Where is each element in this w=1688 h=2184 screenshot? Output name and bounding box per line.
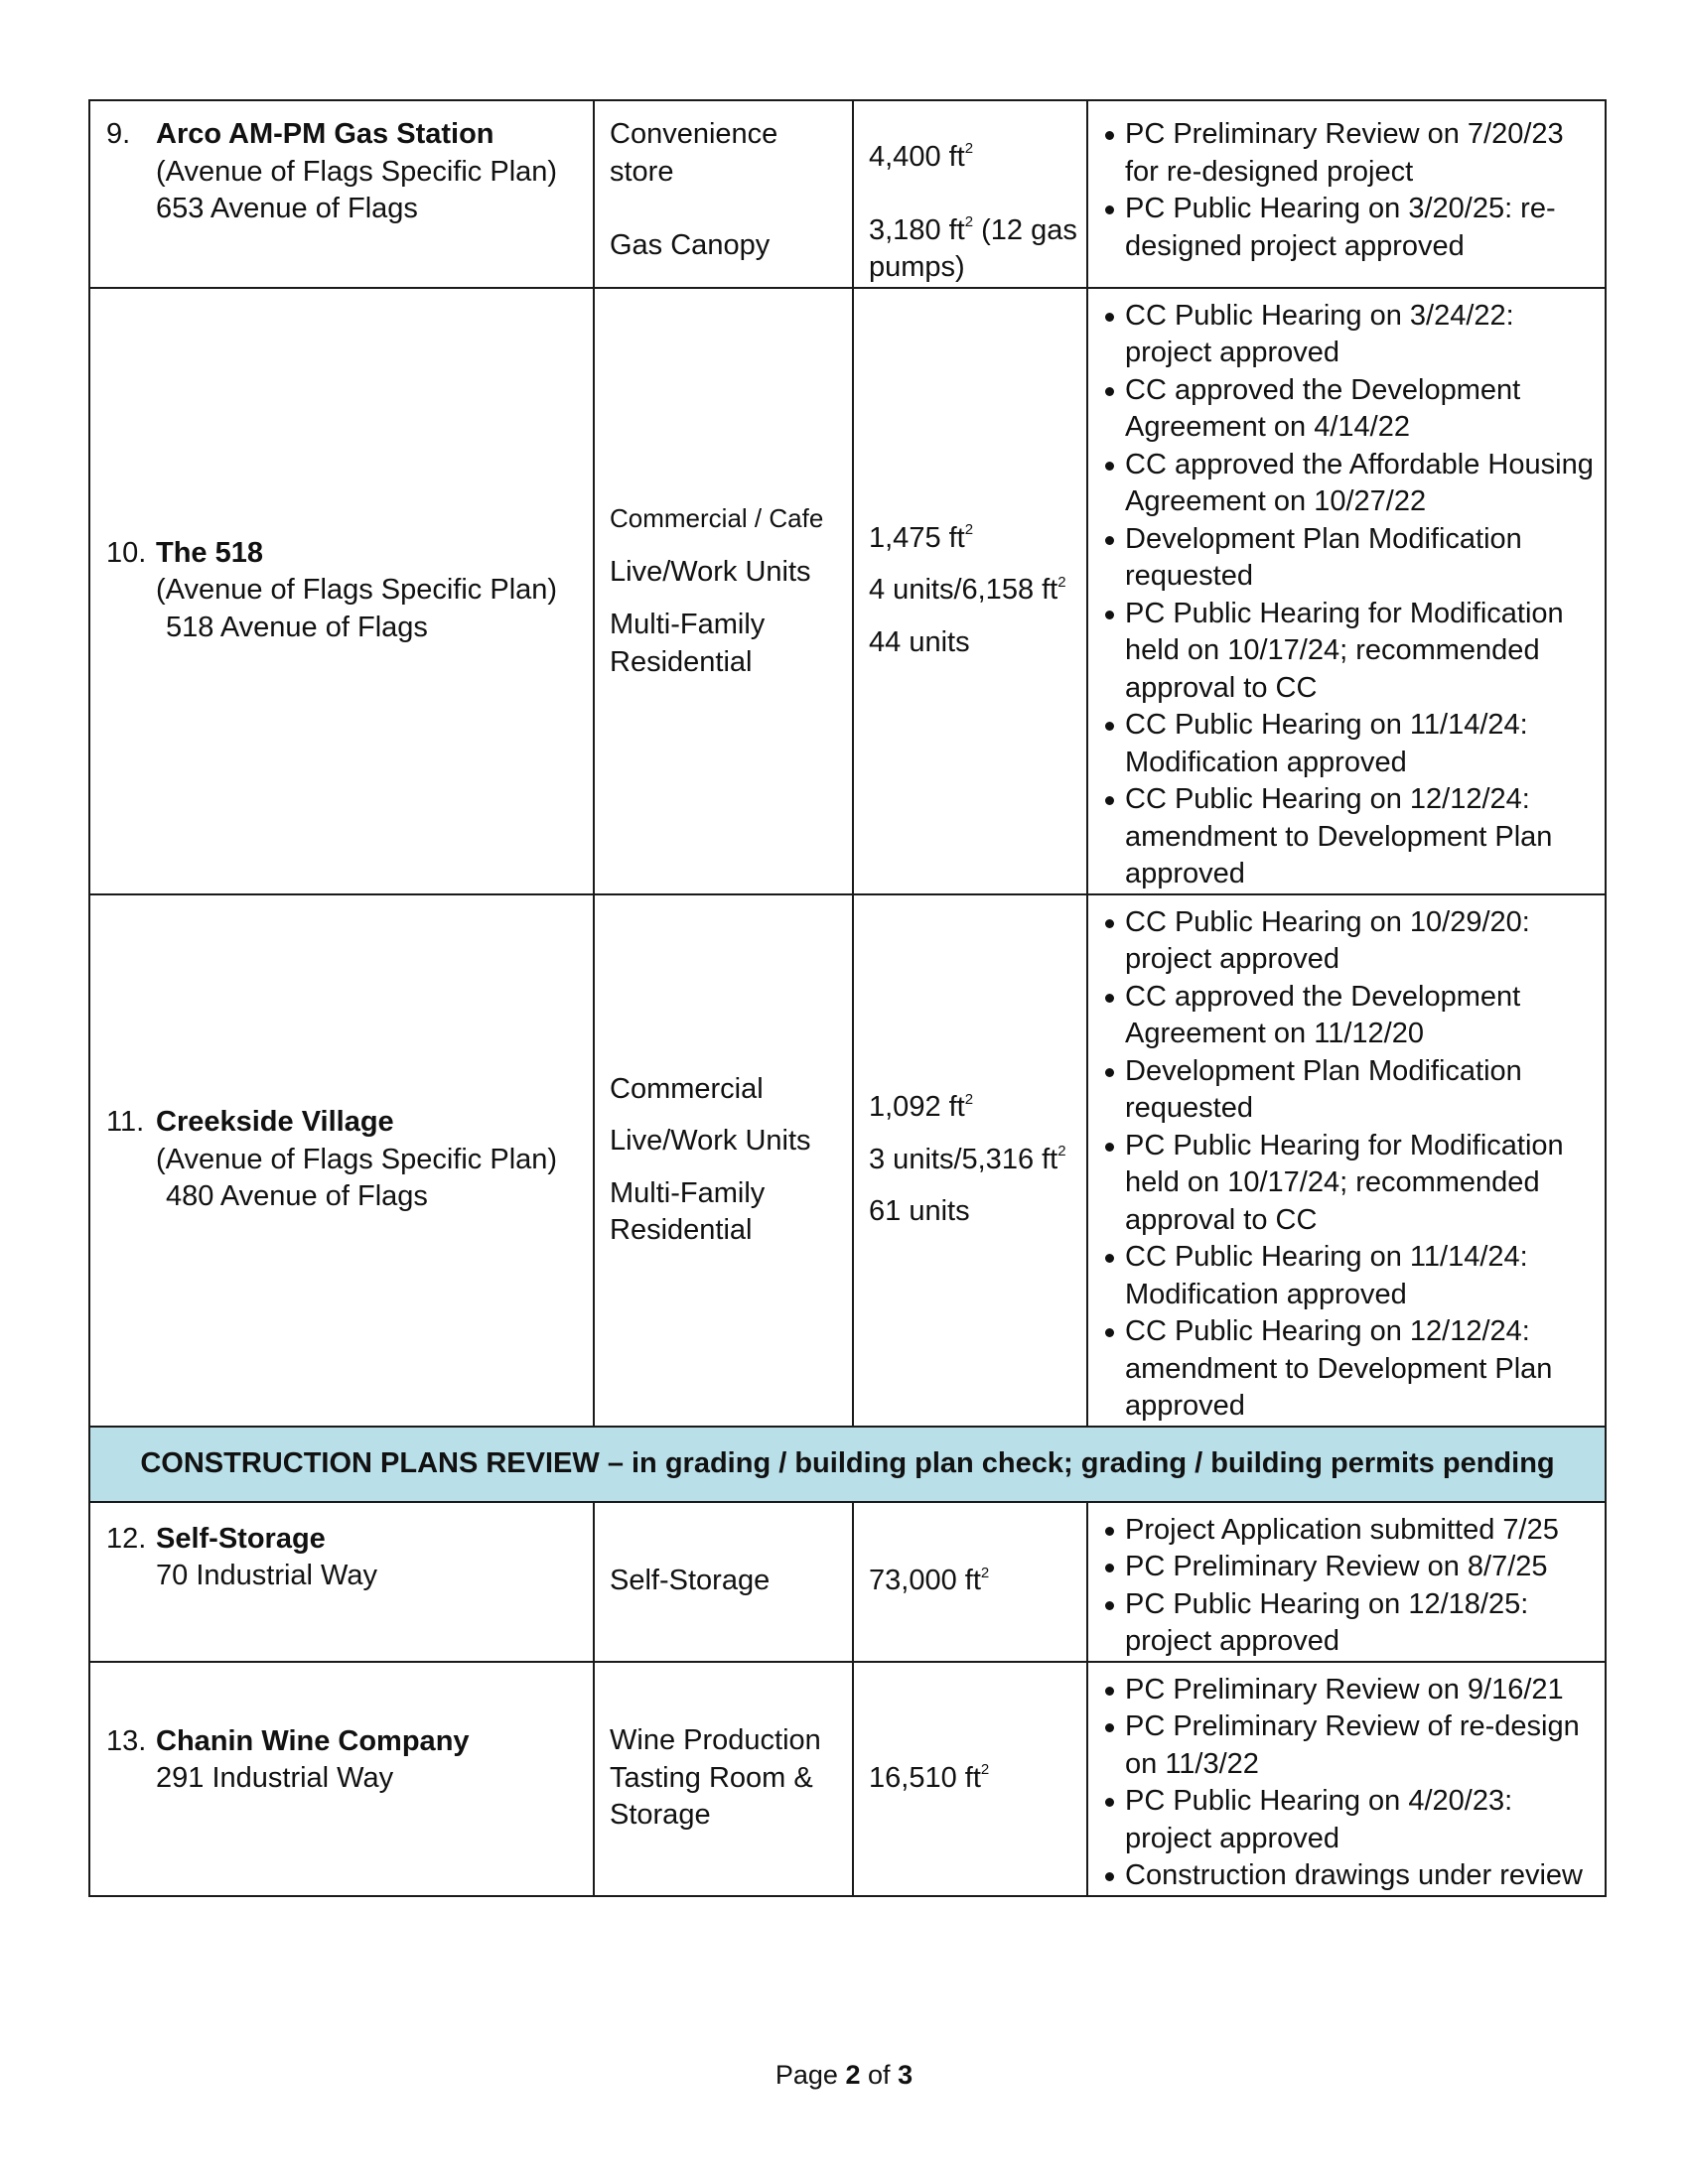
project-cell bbox=[89, 894, 594, 1427]
project-number: 10. bbox=[106, 536, 147, 569]
list-item: PC Public Hearing for Modification held on 10/17/24; recommended approval to CC bbox=[1101, 1128, 1599, 1240]
use-item: Wine Production Tasting Room & Storage bbox=[610, 1724, 821, 1832]
use-item: Gas Canopy bbox=[610, 229, 771, 261]
list-item: Construction drawings under review bbox=[1101, 1857, 1599, 1895]
project-cell bbox=[89, 288, 594, 894]
project-name: The 518 bbox=[156, 536, 263, 569]
use-item: Live/Work Units bbox=[610, 555, 811, 588]
superscript: 2 bbox=[964, 212, 974, 230]
list-item: PC Public Hearing for Modification held on 10/17/24; recommended approval to CC bbox=[1101, 596, 1599, 708]
status-list bbox=[1101, 904, 1599, 1426]
list-item: PC Preliminary Review on 9/16/21 bbox=[1101, 1672, 1599, 1709]
size-item: 61 units bbox=[869, 1195, 970, 1228]
table-row bbox=[89, 1502, 1606, 1662]
use-cell bbox=[594, 288, 853, 894]
table-row bbox=[89, 288, 1606, 894]
status-list bbox=[1101, 1672, 1599, 1895]
project-address: 518 Avenue of Flags bbox=[166, 611, 428, 643]
use-item: Self-Storage bbox=[610, 1565, 771, 1597]
list-item: Project Application submitted 7/25 bbox=[1101, 1512, 1599, 1550]
size-cell bbox=[853, 288, 1087, 894]
table-row bbox=[89, 100, 1606, 288]
list-item: PC Preliminary Review of re-design on 11/3/22 bbox=[1101, 1708, 1599, 1783]
list-item: Development Plan Modification requested bbox=[1101, 521, 1599, 596]
status-cell bbox=[1087, 1502, 1606, 1662]
project-name: Arco AM-PM Gas Station bbox=[156, 118, 494, 150]
size-cell bbox=[853, 1502, 1087, 1662]
status-cell bbox=[1087, 894, 1606, 1427]
use-cell bbox=[594, 1662, 853, 1896]
project-name: Chanin Wine Company bbox=[156, 1724, 470, 1757]
list-item: PC Public Hearing on 12/18/25: project approved bbox=[1101, 1586, 1599, 1661]
use-item: Commercial / Cafe bbox=[610, 503, 824, 533]
footer-prefix: Page bbox=[774, 2060, 838, 2090]
size-note: (12 gas pumps) bbox=[869, 213, 1077, 283]
use-item: Multi-Family Residential bbox=[610, 1176, 766, 1246]
list-item: CC Public Hearing on 10/29/20: project approved bbox=[1101, 904, 1599, 979]
project-plan: (Avenue of Flags Specific Plan) bbox=[156, 574, 558, 607]
project-name: Self-Storage bbox=[156, 1522, 326, 1555]
section-row bbox=[89, 1427, 1606, 1502]
size-item: 1,475 ft bbox=[869, 521, 965, 554]
table-row bbox=[89, 894, 1606, 1427]
project-number: 11. bbox=[106, 1106, 145, 1139]
project-number: 13. bbox=[106, 1724, 147, 1757]
list-item: CC Public Hearing on 12/12/24: amendment to Development Plan approved bbox=[1101, 1313, 1599, 1426]
list-item: PC Preliminary Review on 8/7/25 bbox=[1101, 1549, 1599, 1586]
list-item: CC Public Hearing on 3/24/22: project approved bbox=[1101, 298, 1599, 372]
size-item: 73,000 ft bbox=[869, 1565, 981, 1597]
status-cell bbox=[1087, 1662, 1606, 1896]
list-item: CC Public Hearing on 11/14/24: Modification approved bbox=[1101, 1239, 1599, 1313]
section-header: CONSTRUCTION PLANS REVIEW – in grading / building plan check; grading / building permits pending bbox=[89, 1427, 1606, 1502]
use-item: Live/Work Units bbox=[610, 1125, 811, 1157]
size-item: 3,180 ft bbox=[869, 213, 965, 246]
superscript: 2 bbox=[964, 140, 974, 158]
status-cell bbox=[1087, 100, 1606, 288]
size-item: 4 units/6,158 ft bbox=[869, 574, 1058, 607]
superscript: 2 bbox=[1057, 573, 1066, 591]
size-item: 3 units/5,316 ft bbox=[869, 1143, 1058, 1175]
list-item: CC Public Hearing on 12/12/24: amendment to Development Plan approved bbox=[1101, 781, 1599, 893]
superscript: 2 bbox=[980, 1761, 990, 1779]
size-item: 1,092 ft bbox=[869, 1091, 965, 1124]
project-address: 70 Industrial Way bbox=[156, 1560, 377, 1591]
size-cell bbox=[853, 894, 1087, 1427]
table-row bbox=[89, 1662, 1606, 1896]
status-list bbox=[1101, 298, 1599, 893]
project-address: 291 Industrial Way bbox=[156, 1762, 394, 1794]
list-item: PC Public Hearing on 4/20/23: project approved bbox=[1101, 1783, 1599, 1857]
superscript: 2 bbox=[980, 1564, 990, 1581]
status-cell bbox=[1087, 288, 1606, 894]
status-list bbox=[1101, 1512, 1599, 1661]
size-cell bbox=[853, 100, 1087, 288]
project-address: 653 Avenue of Flags bbox=[156, 193, 418, 224]
superscript: 2 bbox=[964, 521, 974, 539]
size-item: 44 units bbox=[869, 625, 970, 658]
list-item: CC Public Hearing on 11/14/24: Modification approved bbox=[1101, 707, 1599, 781]
size-item: 16,510 ft bbox=[869, 1761, 981, 1794]
superscript: 2 bbox=[964, 1090, 974, 1108]
superscript: 2 bbox=[1057, 1143, 1066, 1160]
list-item: CC approved the Affordable Housing Agreement on 10/27/22 bbox=[1101, 447, 1599, 521]
project-number: 9. bbox=[106, 118, 131, 150]
page-total: 3 bbox=[898, 2060, 914, 2090]
list-item: PC Preliminary Review on 7/20/23 for re-designed project bbox=[1101, 116, 1599, 191]
page-footer bbox=[0, 2060, 1688, 2091]
use-item: Commercial bbox=[610, 1072, 764, 1105]
project-number: 12. bbox=[106, 1522, 147, 1555]
use-cell bbox=[594, 1502, 853, 1662]
projects-table bbox=[88, 99, 1607, 1897]
list-item: CC approved the Development Agreement on 11/12/20 bbox=[1101, 979, 1599, 1053]
list-item: PC Public Hearing on 3/20/25: re-designed project approved bbox=[1101, 191, 1599, 265]
footer-of: of bbox=[868, 2060, 891, 2090]
size-item: 4,400 ft bbox=[869, 141, 965, 173]
project-cell bbox=[89, 1662, 594, 1896]
project-cell bbox=[89, 1502, 594, 1662]
page-number: 2 bbox=[845, 2060, 861, 2090]
project-address: 480 Avenue of Flags bbox=[166, 1180, 428, 1213]
use-item: Convenience store bbox=[610, 118, 778, 188]
project-cell bbox=[89, 100, 594, 288]
use-cell bbox=[594, 894, 853, 1427]
size-cell bbox=[853, 1662, 1087, 1896]
use-item: Multi-Family Residential bbox=[610, 609, 766, 678]
list-item: Development Plan Modification requested bbox=[1101, 1053, 1599, 1128]
status-list bbox=[1101, 116, 1599, 265]
list-item: CC approved the Development Agreement on 4/14/22 bbox=[1101, 372, 1599, 447]
project-name: Creekside Village bbox=[156, 1106, 394, 1139]
project-plan: (Avenue of Flags Specific Plan) bbox=[156, 1143, 558, 1175]
use-cell bbox=[594, 100, 853, 288]
project-plan: (Avenue of Flags Specific Plan) bbox=[156, 155, 558, 188]
